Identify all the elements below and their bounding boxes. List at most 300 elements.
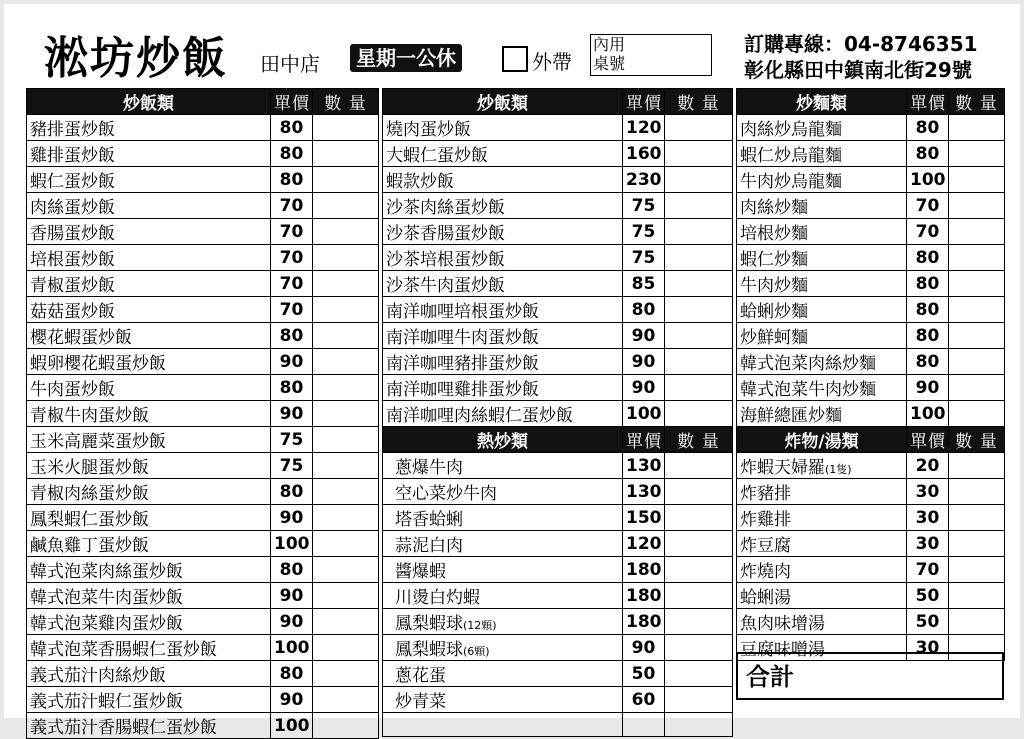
menu-item-price: 70: [271, 271, 313, 297]
item-name-text: 蒜泥白肉: [395, 536, 463, 556]
quantity-field[interactable]: [665, 245, 733, 271]
takeout-label: 外帶: [532, 50, 572, 74]
item-name-text: 蝦款炒飯: [386, 172, 454, 192]
quantity-field[interactable]: [949, 323, 1005, 349]
quantity-field[interactable]: [949, 245, 1005, 271]
quantity-field[interactable]: [665, 453, 733, 479]
menu-item-price: 70: [907, 219, 949, 245]
quantity-field[interactable]: [313, 609, 379, 635]
section-title: 炒飯類: [27, 89, 271, 115]
menu-item-price: 75: [271, 453, 313, 479]
quantity-field[interactable]: [665, 479, 733, 505]
menu-item-price: 80: [907, 271, 949, 297]
quantity-field[interactable]: [313, 531, 379, 557]
menu-item-price: 120: [623, 115, 665, 141]
menu-item-name: [383, 609, 623, 635]
menu-item-price: 130: [623, 479, 665, 505]
quantity-field[interactable]: [949, 115, 1005, 141]
item-name-text: 沙茶香腸蛋炒飯: [386, 224, 505, 244]
menu-item-row: [737, 505, 1005, 531]
total-box[interactable]: [736, 652, 1004, 700]
quantity-field[interactable]: [665, 219, 733, 245]
menu-item-row: [27, 609, 379, 635]
menu-item-price: 70: [271, 297, 313, 323]
shop-address: 彰化縣田中鎮南北街29號: [744, 58, 972, 82]
item-name-text: 炸雞排: [740, 510, 791, 530]
menu-item-name: [383, 531, 623, 557]
item-name-text: 魚肉味增湯: [740, 614, 825, 634]
quantity-field[interactable]: [665, 271, 733, 297]
quantity-field[interactable]: [313, 583, 379, 609]
menu-item-name: [737, 193, 907, 219]
shop-logo: 淞坊炒飯: [44, 33, 228, 84]
item-name-text: 南洋咖哩牛肉蛋炒飯: [386, 328, 539, 348]
menu-item-price: 75: [271, 427, 313, 453]
quantity-field[interactable]: [665, 141, 733, 167]
menu-item-row: [383, 557, 733, 583]
quantity-field[interactable]: [665, 505, 733, 531]
quantity-field[interactable]: [665, 609, 733, 635]
menu-item-price: 60: [623, 687, 665, 713]
menu-item-name: [27, 713, 271, 739]
quantity-field[interactable]: [313, 427, 379, 453]
menu-item-row: [27, 401, 379, 427]
quantity-field[interactable]: [949, 271, 1005, 297]
menu-item-name: [737, 271, 907, 297]
dine-in-label: 內用: [593, 35, 626, 54]
menu-item-row: [737, 583, 1005, 609]
menu-item-row: [737, 219, 1005, 245]
quantity-field[interactable]: [949, 297, 1005, 323]
menu-item-name: [383, 349, 623, 375]
item-name-text: 蝦仁炒烏龍麵: [740, 146, 842, 166]
menu-item-row: [27, 167, 379, 193]
item-name-text: 培根炒麵: [740, 224, 808, 244]
menu-item-name: [27, 583, 271, 609]
item-name-text: 韓式泡菜肉絲蛋炒飯: [30, 562, 183, 582]
menu-item-row: [737, 245, 1005, 271]
menu-item-price: 100: [907, 401, 949, 427]
item-name-text: 義式茄汁香腸蝦仁蛋炒飯: [30, 718, 217, 738]
menu-item-name: [383, 167, 623, 193]
quantity-field[interactable]: [665, 167, 733, 193]
menu-item-name: [737, 141, 907, 167]
item-name-text: 青椒牛肉蛋炒飯: [30, 406, 149, 426]
quantity-field[interactable]: [313, 661, 379, 687]
menu-item-price: 90: [623, 375, 665, 401]
quantity-field[interactable]: [665, 531, 733, 557]
section-title: 炸物/湯類: [737, 427, 907, 453]
item-name-text: 菇菇蛋炒飯: [30, 302, 115, 322]
quantity-field[interactable]: [949, 193, 1005, 219]
quantity-field[interactable]: [949, 505, 1005, 531]
menu-item-row: [27, 271, 379, 297]
menu-item-name: [27, 557, 271, 583]
menu-item-price: 30: [907, 505, 949, 531]
menu-item-name: [383, 661, 623, 687]
menu-item-price: 50: [907, 609, 949, 635]
quantity-field[interactable]: [313, 115, 379, 141]
menu-item-name: [27, 141, 271, 167]
quantity-field[interactable]: [313, 245, 379, 271]
menu-item-row: [737, 193, 1005, 219]
menu-item-name: [383, 635, 623, 661]
menu-item-price: 75: [623, 245, 665, 271]
section-header-row: [737, 89, 1005, 115]
quantity-field[interactable]: [949, 375, 1005, 401]
menu-item-row: [737, 557, 1005, 583]
menu-item-row: [383, 661, 733, 687]
menu-item-price: 90: [271, 505, 313, 531]
price-column-header: 單價: [907, 89, 949, 115]
item-name-text: 塔香蛤蜊: [395, 510, 463, 530]
quantity-field[interactable]: [665, 193, 733, 219]
menu-column-1: [26, 88, 379, 739]
menu-item-name: [737, 479, 907, 505]
price-column-header: 單價: [623, 427, 665, 453]
menu-item-row: [383, 167, 733, 193]
menu-item-name: [27, 609, 271, 635]
quantity-field[interactable]: [313, 297, 379, 323]
menu-item-price: 90: [271, 609, 313, 635]
menu-item-price: 90: [907, 375, 949, 401]
menu-item-price: 90: [623, 635, 665, 661]
quantity-field[interactable]: [313, 375, 379, 401]
menu-item-row: [27, 713, 379, 739]
quantity-field[interactable]: [949, 401, 1005, 427]
menu-item-price: 130: [623, 453, 665, 479]
quantity-field[interactable]: [949, 609, 1005, 635]
quantity-field[interactable]: [313, 505, 379, 531]
menu-item-name: [383, 323, 623, 349]
item-name-text: 蝦仁炒麵: [740, 250, 808, 270]
quantity-column-header: 數 量: [665, 89, 733, 115]
menu-item-name: [27, 245, 271, 271]
menu-item-price: 80: [907, 245, 949, 271]
menu-item-row: [383, 531, 733, 557]
menu-item-row: [383, 375, 733, 401]
item-name-text: 玉米火腿蛋炒飯: [30, 458, 149, 478]
quantity-field[interactable]: [665, 115, 733, 141]
menu-item-name: [737, 115, 907, 141]
menu-item-row: [737, 479, 1005, 505]
section-header-row: [737, 427, 1005, 453]
menu-item-row: [737, 141, 1005, 167]
menu-item-name: [383, 297, 623, 323]
item-name-text: 炸燒肉: [740, 562, 791, 582]
item-name-text: 南洋咖哩雞排蛋炒飯: [386, 380, 539, 400]
quantity-field[interactable]: [665, 713, 733, 737]
quantity-field[interactable]: [313, 401, 379, 427]
menu-item-name: [27, 115, 271, 141]
menu-item-name: [27, 271, 271, 297]
menu-item-price: 90: [623, 323, 665, 349]
quantity-field[interactable]: [313, 713, 379, 739]
menu-item-name: [383, 505, 623, 531]
menu-item-price: 80: [271, 167, 313, 193]
branch-name: 田中店: [260, 52, 320, 76]
menu-item-name: [27, 297, 271, 323]
item-name-text: 青椒蛋炒飯: [30, 276, 115, 296]
quantity-field[interactable]: [665, 401, 733, 427]
quantity-field[interactable]: [313, 323, 379, 349]
menu-item-price: 50: [907, 583, 949, 609]
menu-item-name: [737, 219, 907, 245]
menu-item-price: [623, 713, 665, 737]
menu-item-price: 30: [907, 635, 949, 661]
menu-item-row: [27, 427, 379, 453]
item-name-text: 炒青菜: [395, 692, 446, 712]
quantity-field[interactable]: [665, 323, 733, 349]
menu-item-price: 80: [271, 661, 313, 687]
menu-item-price: 90: [271, 687, 313, 713]
menu-item-price: 70: [271, 245, 313, 271]
quantity-field[interactable]: [313, 141, 379, 167]
quantity-field[interactable]: [313, 219, 379, 245]
quantity-field[interactable]: [313, 635, 379, 661]
item-name-text: 炸豬排: [740, 484, 791, 504]
menu-item-row: [737, 453, 1005, 479]
menu-item-price: 90: [271, 583, 313, 609]
quantity-field[interactable]: [665, 297, 733, 323]
item-name-text: 豆腐味噌湯: [740, 640, 825, 660]
item-name-text: 炸蝦天婦羅: [740, 458, 825, 478]
item-name-text: 蝦仁蛋炒飯: [30, 172, 115, 192]
quantity-field[interactable]: [313, 271, 379, 297]
quantity-field[interactable]: [313, 479, 379, 505]
menu-item-name: [383, 453, 623, 479]
menu-item-row: [383, 505, 733, 531]
menu-item-price: 230: [623, 167, 665, 193]
item-name-text: 沙茶牛肉蛋炒飯: [386, 276, 505, 296]
menu-item-row: [383, 479, 733, 505]
item-name-text: 鹹魚雞丁蛋炒飯: [30, 536, 149, 556]
menu-item-row: [383, 453, 733, 479]
menu-item-price: 180: [623, 609, 665, 635]
menu-item-price: 80: [907, 297, 949, 323]
item-name-text: 南洋咖哩培根蛋炒飯: [386, 302, 539, 322]
quantity-field[interactable]: [313, 193, 379, 219]
menu-item-name: [737, 557, 907, 583]
quantity-field[interactable]: [665, 635, 733, 661]
quantity-column-header: 數 量: [313, 89, 379, 115]
menu-item-price: 100: [623, 401, 665, 427]
menu-item-row: [27, 245, 379, 271]
menu-item-name: [27, 635, 271, 661]
section-header-row: [27, 89, 379, 115]
quantity-column-header: 數 量: [949, 89, 1005, 115]
menu-item-row: [737, 323, 1005, 349]
menu-item-name: [737, 401, 907, 427]
menu-item-price: 75: [623, 193, 665, 219]
item-name-text: 肉絲炒烏龍麵: [740, 120, 842, 140]
item-name-text: 蝦卵櫻花蝦蛋炒飯: [30, 354, 166, 374]
quantity-field[interactable]: [949, 479, 1005, 505]
menu-item-price: 50: [623, 661, 665, 687]
menu-item-row: [737, 401, 1005, 427]
quantity-field[interactable]: [949, 219, 1005, 245]
quantity-field[interactable]: [313, 453, 379, 479]
menu-item-row: [27, 557, 379, 583]
quantity-field[interactable]: [949, 531, 1005, 557]
item-name-text: 義式茄汁蝦仁蛋炒飯: [30, 692, 183, 712]
menu-item-row: [27, 661, 379, 687]
menu-item-row: [27, 479, 379, 505]
menu-item-name: [27, 687, 271, 713]
quantity-field[interactable]: [665, 583, 733, 609]
menu-item-name: [27, 375, 271, 401]
takeout-checkbox[interactable]: [502, 46, 528, 72]
section-header-row: [383, 427, 733, 453]
quantity-field[interactable]: [665, 661, 733, 687]
item-name-text: 肉絲炒麵: [740, 198, 808, 218]
section-title: 炒飯類: [383, 89, 623, 115]
item-name-text: 牛肉蛋炒飯: [30, 380, 115, 400]
menu-item-name: [383, 375, 623, 401]
item-name-text: 義式茄汁肉絲炒飯: [30, 666, 166, 686]
quantity-field[interactable]: [313, 557, 379, 583]
menu-item-row: [383, 271, 733, 297]
menu-item-row: [27, 349, 379, 375]
menu-item-price: 100: [271, 531, 313, 557]
menu-item-name: [27, 427, 271, 453]
menu-item-row: [383, 115, 733, 141]
menu-item-name: [737, 531, 907, 557]
menu-item-row: [27, 635, 379, 661]
menu-item-name: [27, 193, 271, 219]
menu-item-name: [27, 167, 271, 193]
quantity-field[interactable]: [949, 583, 1005, 609]
menu-item-price: 80: [907, 349, 949, 375]
menu-item-row: [383, 297, 733, 323]
menu-item-row: [737, 167, 1005, 193]
menu-item-name: [737, 245, 907, 271]
menu-item-name: [383, 193, 623, 219]
quantity-field[interactable]: [949, 141, 1005, 167]
menu-item-row: [27, 453, 379, 479]
menu-item-row: [383, 349, 733, 375]
menu-item-price: 80: [907, 115, 949, 141]
menu-item-name: [27, 323, 271, 349]
menu-item-row: [27, 115, 379, 141]
item-name-text: 櫻花蝦蛋炒飯: [30, 328, 132, 348]
menu-item-price: 80: [271, 323, 313, 349]
menu-item-name: [383, 479, 623, 505]
item-name-text: 沙茶培根蛋炒飯: [386, 250, 505, 270]
menu-item-row: [383, 635, 733, 661]
item-name-text: 青椒肉絲蛋炒飯: [30, 484, 149, 504]
menu-item-name: [383, 141, 623, 167]
menu-item-row: [27, 687, 379, 713]
menu-item-name: [383, 583, 623, 609]
item-name-text: 鳳梨蝦球: [395, 640, 463, 660]
quantity-field[interactable]: [313, 167, 379, 193]
quantity-field[interactable]: [665, 375, 733, 401]
menu-item-name: [383, 271, 623, 297]
menu-item-name: [737, 453, 907, 479]
menu-item-price: 30: [907, 479, 949, 505]
item-name-text: 韓式泡菜香腸蝦仁蛋炒飯: [30, 640, 217, 660]
menu-item-name: [27, 661, 271, 687]
item-name-text: 韓式泡菜牛肉蛋炒飯: [30, 588, 183, 608]
menu-item-row: [737, 271, 1005, 297]
quantity-field[interactable]: [949, 557, 1005, 583]
menu-item-price: 85: [623, 271, 665, 297]
price-column-header: 單價: [271, 89, 313, 115]
price-column-header: 單價: [907, 427, 949, 453]
item-name-text: 蔥花蛋: [395, 666, 446, 686]
menu-item-row: [383, 323, 733, 349]
item-name-text: 炒鮮蚵麵: [740, 328, 808, 348]
quantity-field[interactable]: [313, 687, 379, 713]
menu-item-price: 100: [907, 167, 949, 193]
menu-item-price: 180: [623, 557, 665, 583]
dine-in-table-field[interactable]: [590, 34, 712, 76]
menu-item-price: 120: [623, 531, 665, 557]
quantity-field[interactable]: [949, 349, 1005, 375]
item-name-text: 鳳梨蝦仁蛋炒飯: [30, 510, 149, 530]
menu-column-3: [736, 88, 1005, 661]
menu-item-price: 80: [271, 557, 313, 583]
quantity-field[interactable]: [313, 349, 379, 375]
menu-item-row: [383, 193, 733, 219]
section-title: 熱炒類: [383, 427, 623, 453]
menu-item-price: 30: [907, 531, 949, 557]
menu-item-row: [27, 375, 379, 401]
item-name-text: 川燙白灼蝦: [395, 588, 480, 608]
menu-item-row: [27, 141, 379, 167]
item-name-text: 肉絲蛋炒飯: [30, 198, 115, 218]
item-name-text: 培根蛋炒飯: [30, 250, 115, 270]
menu-item-row: [737, 531, 1005, 557]
quantity-field[interactable]: [949, 167, 1005, 193]
menu-item-price: 80: [907, 141, 949, 167]
menu-item-row: [737, 349, 1005, 375]
menu-item-name: [27, 401, 271, 427]
order-phone: 訂購專線：04-8746351: [744, 32, 978, 56]
menu-item-price: 180: [623, 583, 665, 609]
menu-item-name: [27, 453, 271, 479]
menu-item-name: [737, 323, 907, 349]
menu-item-price: 75: [623, 219, 665, 245]
quantity-field[interactable]: [665, 557, 733, 583]
menu-item-name: [737, 167, 907, 193]
quantity-column-header: 數 量: [665, 427, 733, 453]
menu-item-name: [27, 219, 271, 245]
menu-item-name: [383, 115, 623, 141]
menu-item-name: [737, 375, 907, 401]
menu-item-name: [383, 219, 623, 245]
item-name-text: 蔥爆牛肉: [395, 458, 463, 478]
total-label: 合計: [746, 663, 794, 691]
quantity-field[interactable]: [949, 453, 1005, 479]
menu-item-row: [27, 323, 379, 349]
item-name-text: 鳳梨蝦球: [395, 614, 463, 634]
quantity-field[interactable]: [665, 687, 733, 713]
menu-item-row: [737, 375, 1005, 401]
item-name-text: 海鮮總匯炒麵: [740, 406, 842, 426]
menu-item-name: [27, 531, 271, 557]
item-name-text: 空心菜炒牛肉: [395, 484, 497, 504]
menu-item-price: 80: [271, 141, 313, 167]
item-name-text: 沙茶肉絲蛋炒飯: [386, 198, 505, 218]
quantity-field[interactable]: [665, 349, 733, 375]
menu-item-row: [383, 219, 733, 245]
menu-item-name: [27, 349, 271, 375]
table-number-label: 桌號: [593, 54, 626, 73]
item-name-text: 南洋咖哩豬排蛋炒飯: [386, 354, 539, 374]
item-name-text: 大蝦仁蛋炒飯: [386, 146, 488, 166]
